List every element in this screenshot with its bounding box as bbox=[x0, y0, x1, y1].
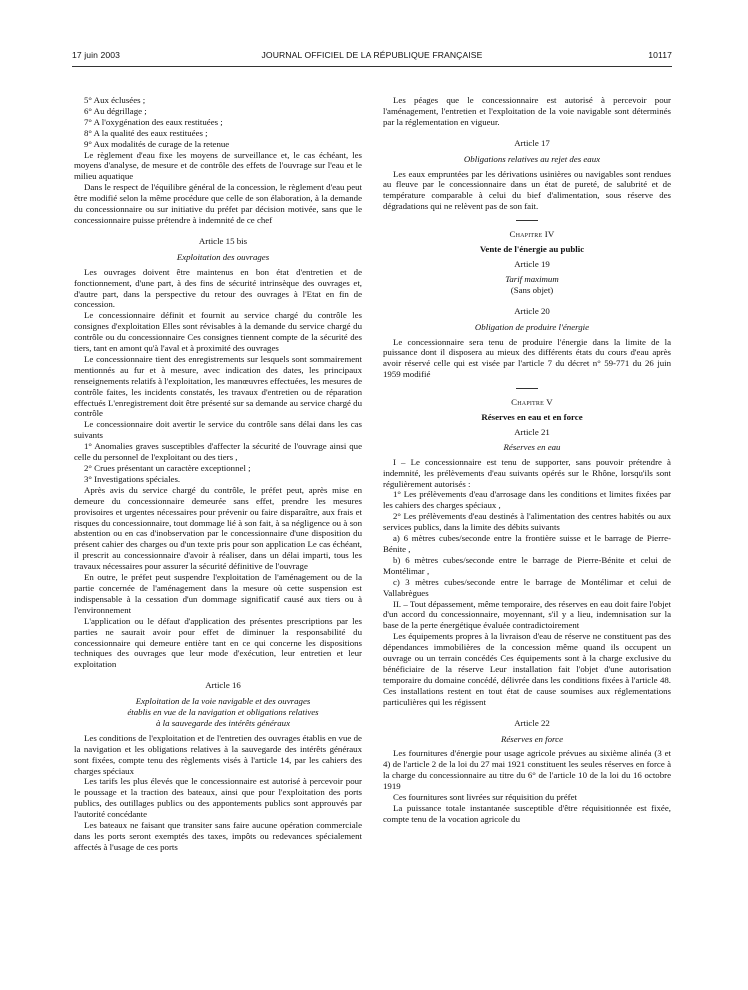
chapter-title: Vente de l'énergie au public bbox=[479, 244, 585, 255]
paragraph: Les ouvrages doivent être maintenus en bon état d'entretien et de fonctionnement, d'une part, à des fins de sécurité intrinsèque des ouvrages et, d'autre part, dans la perspective du retour des ouvrages à l'Etat en fin de concession. bbox=[74, 266, 362, 310]
list-item: 3° Investigations spéciales. bbox=[84, 473, 181, 484]
article-note: (Sans objet) bbox=[510, 284, 554, 295]
article-heading: Article 15 bis bbox=[198, 235, 248, 246]
left-column bbox=[74, 95, 362, 853]
paragraph: Le concessionnaire tient des enregistrements sur lesquels sont sommairement mentionnés au fur et à mesure, avec indication des dates, les principaux renseignements relatifs à l'exploitation, les manœuvres effectuées, les mesures de contrôle faites, les incidents constatés, les travaux d'entretien ou de réparation effectués L'enregistrement doit être présenté sur sa demande au service chargé du contrôle bbox=[74, 353, 362, 419]
page-header bbox=[72, 50, 672, 64]
header-date: 17 juin 2003 bbox=[72, 50, 121, 60]
article-subtitle: Exploitation des ouvrages bbox=[176, 251, 270, 262]
chapter-label: Chapitre IV bbox=[509, 229, 555, 240]
paragraph: 1° Les prélèvements d'eau d'arrosage dans les conditions et limites fixées par les cahiers des charges spéciaux , bbox=[383, 489, 671, 511]
header-rule bbox=[72, 66, 672, 67]
section-separator bbox=[516, 388, 538, 389]
paragraph: Dans le respect de l'équilibre général de la concession, le règlement d'eau peut être modifié selon la même procédure que celle de son élaboration, à la demande du concessionnaire ou sur initiative du préfet par décision motivée, sans que le concessionnaire puisse prétendre à indemnité de ce chef bbox=[74, 182, 362, 225]
chapter-title: Réserves en eau et en force bbox=[481, 412, 583, 423]
right-column bbox=[383, 95, 671, 825]
list-item: 7° A l'oxygénation des eaux restituées ; bbox=[84, 116, 223, 127]
section-separator bbox=[516, 220, 538, 221]
paragraph: Les tarifs les plus élevés que le concessionnaire est autorisé à percevoir pour le poussage et la traction des bateaux, ainsi que pour l'exploitation des ports publics, des outillages publics ou des appontements publics sont approuvés par l'autorité concédante bbox=[74, 776, 362, 820]
article-heading: Article 21 bbox=[514, 426, 550, 437]
article-subtitle: Exploitation de la voie navigable et des ouvrages bbox=[135, 696, 311, 707]
journal-title: JOURNAL OFFICIEL DE LA RÉPUBLIQUE FRANÇAISE bbox=[261, 50, 483, 60]
list-item: b) 6 mètres cubes/seconde entre le barrage de Pierre-Bénite et celui de Montélimar , bbox=[383, 554, 671, 576]
paragraph: I – Le concessionnaire est tenu de supporter, sans pouvoir prétendre à indemnité, les prélèvements d'eau suivants opérés sur le Rhône, lorsqu'ils sont régulièrement autorisés : bbox=[383, 456, 671, 489]
article-subtitle: établis en vue de la navigation et obligations relatives bbox=[127, 707, 319, 718]
article-subtitle: Réserves en eau bbox=[503, 441, 561, 452]
paragraph: Le règlement d'eau fixe les moyens de surveillance et, le cas échéant, les moyens d'analyse, de mesure et de contrôle des effets de l'ouvrage sur l'eau et le milieu aquatique bbox=[74, 149, 362, 182]
article-heading: Article 19 bbox=[514, 258, 550, 269]
paragraph: Ces fournitures sont livrées sur réquisition du préfet bbox=[393, 792, 577, 803]
page-number: 10117 bbox=[648, 50, 672, 60]
paragraph: Les conditions de l'exploitation et de l'entretien des ouvrages établis en vue de la navigation et les obligations relatives à la sauvegarde des intérêts généraux sont fixées, compte tenu des règlements visés à l'article 14, par les cahiers des charges spéciaux bbox=[74, 732, 362, 776]
list-item: 5° Aux éclusées ; bbox=[84, 95, 146, 105]
list-item: c) 3 mètres cubes/seconde entre le barrage de Montélimar et celui de Vallabrègues bbox=[383, 576, 671, 598]
list-item: 8° A la qualité des eaux restituées ; bbox=[84, 127, 208, 138]
article-subtitle: à la sauvegarde des intérêts généraux bbox=[155, 717, 291, 728]
list-item: 6° Au dégrillage ; bbox=[84, 105, 147, 116]
paragraph: En outre, le préfet peut suspendre l'exploitation de l'aménagement ou de la partie concernée de l'aménagement dans la mesure où cette suspension est indispensable à la cessation d'un dommage significatif causé aux tiers ou à l'environnement bbox=[74, 572, 362, 615]
paragraph: Les eaux empruntées par les dérivations usinières ou navigables sont rendues au fleuve par le concessionnaire dans un état de pureté, de salubrité et de température comparable à celui du bief d'alimentation, sous réserve des dégradations qui ne relèvent pas de son fait. bbox=[383, 168, 671, 212]
list-item: 9° Aux modalités de curage de la retenue bbox=[84, 138, 230, 149]
list-item: a) 6 mètres cubes/seconde entre la frontière suisse et le barrage de Pierre-Bénite , bbox=[383, 533, 671, 554]
paragraph: L'application ou le défaut d'application des présentes prescriptions par les parties ne saurait avoir pour effet de diminuer la responsabilité du concessionnaire qui demeure entière tant en ce qui concerne les dispositions techniques des ouvrages que leur mode d'exécution, leur entretien et leur exploitation bbox=[74, 615, 362, 670]
article-subtitle: Obligation de produire l'énergie bbox=[474, 321, 590, 332]
chapter-label: Chapitre V bbox=[511, 397, 553, 408]
article-subtitle: Tarif maximum bbox=[505, 273, 559, 284]
article-heading: Article 17 bbox=[514, 137, 550, 148]
paragraph: Les équipements propres à la livraison d'eau de réserve ne constituent pas des dépendances immobilières de la concession même quand ils occupent un ouvrage ou un terrain concédés Ces équipements sont à la charge exclusive du bénéficiaire de la réserve Leur installation fait l'objet d'une autorisation temporaire du domaine concédé, délivrée dans les conditions fixées à l'article 48. Ces installations restent en tout état de cause soumises aux réglementations particulières qui les régissent bbox=[383, 631, 671, 707]
paragraph: Après avis du service chargé du contrôle, le préfet peut, après mise en demeure du concessionnaire demeurée sans effet, prendre les mesures provisoires et urgentes nécessaires pour prévenir ou faire disparaître, aux frais et risques du concessionnaire, tout dommage lié à son fait, à sa négligence ou à son abstention ou en cas d'inobservation par le concessionnaire d'une disposition du présent cahier des charges ou d'un texte pris pour son application Le cas échéant, il prescrit au concessionnaire d'avoir à réaliser, dans un délai imparti, tous les travaux nécessaires pour assurer la sécurité définitive de l'ouvrage bbox=[74, 484, 362, 572]
article-subtitle: Obligations relatives au rejet des eaux bbox=[463, 153, 601, 164]
article-heading: Article 22 bbox=[514, 717, 550, 728]
article-subtitle: Réserves en force bbox=[500, 733, 564, 744]
article-heading: Article 20 bbox=[514, 305, 550, 316]
list-item: 2° Crues présentant un caractère exceptionnel ; bbox=[84, 463, 251, 473]
paragraph: La puissance totale instantanée susceptible d'être réquisitionnée est fixée, compte tenu de la vocation agricole du bbox=[383, 802, 671, 824]
paragraph: Les péages que le concessionnaire est autorisé à percevoir pour l'aménagement, l'entretien et l'exploitation de la voie navigable sont déterminés par la réglementation en vigueur. bbox=[383, 95, 671, 127]
paragraph: Le concessionnaire doit avertir le service du contrôle sans délai dans les cas suivants bbox=[74, 419, 362, 441]
paragraph: Les fournitures d'énergie pour usage agricole prévues au sixième alinéa (3 et 4) de l'article 2 de la loi du 27 mai 1921 constituent les seules réserves en force à la charge du concessionnaire au titre du 6° de l'article 10 de la loi du 16 octobre 1919 bbox=[383, 748, 671, 792]
paragraph: Le concessionnaire définit et fournit au service chargé du contrôle les consignes d'exploitation Elles sont révisables à la demande du service chargé du contrôle ou du concessionnaire Ces consignes tiennent compte de la sécurité des tiers, tant en amont qu'à l'aval et à proximité des ouvrages bbox=[74, 310, 362, 354]
paragraph: Les bateaux ne faisant que transiter sans faire aucune opération commerciale dans les ports seront exemptés des taxes, impôts ou redevances spécialement affectés à l'usage de ces ports bbox=[74, 820, 362, 852]
paragraph: Le concessionnaire sera tenu de produire l'énergie dans la limite de la puissance dont il disposera au mieux des différents états du cours d'eau après avoir réservé celle qui est visée par l'article 7 du décret n° 59-771 du 26 juin 1959 modifié bbox=[383, 336, 671, 380]
article-heading: Article 16 bbox=[205, 680, 241, 691]
paragraph: II. – Tout dépassement, même temporaire, des réserves en eau doit faire l'objet d'un accord du concessionnaire, moyennant, s'il y a lieu, indemnisation sur la base de la perte énergétique évaluée contradictoirement bbox=[383, 598, 671, 631]
list-item: 1° Anomalies graves susceptibles d'affecter la sécurité de l'ouvrage ainsi que celle du personnel de l'exploitant ou des tiers , bbox=[74, 441, 362, 463]
paragraph: 2° Les prélèvements d'eau destinés à l'alimentation des centres habités ou aux services publics, dans la limite des débits suivants bbox=[383, 511, 671, 533]
